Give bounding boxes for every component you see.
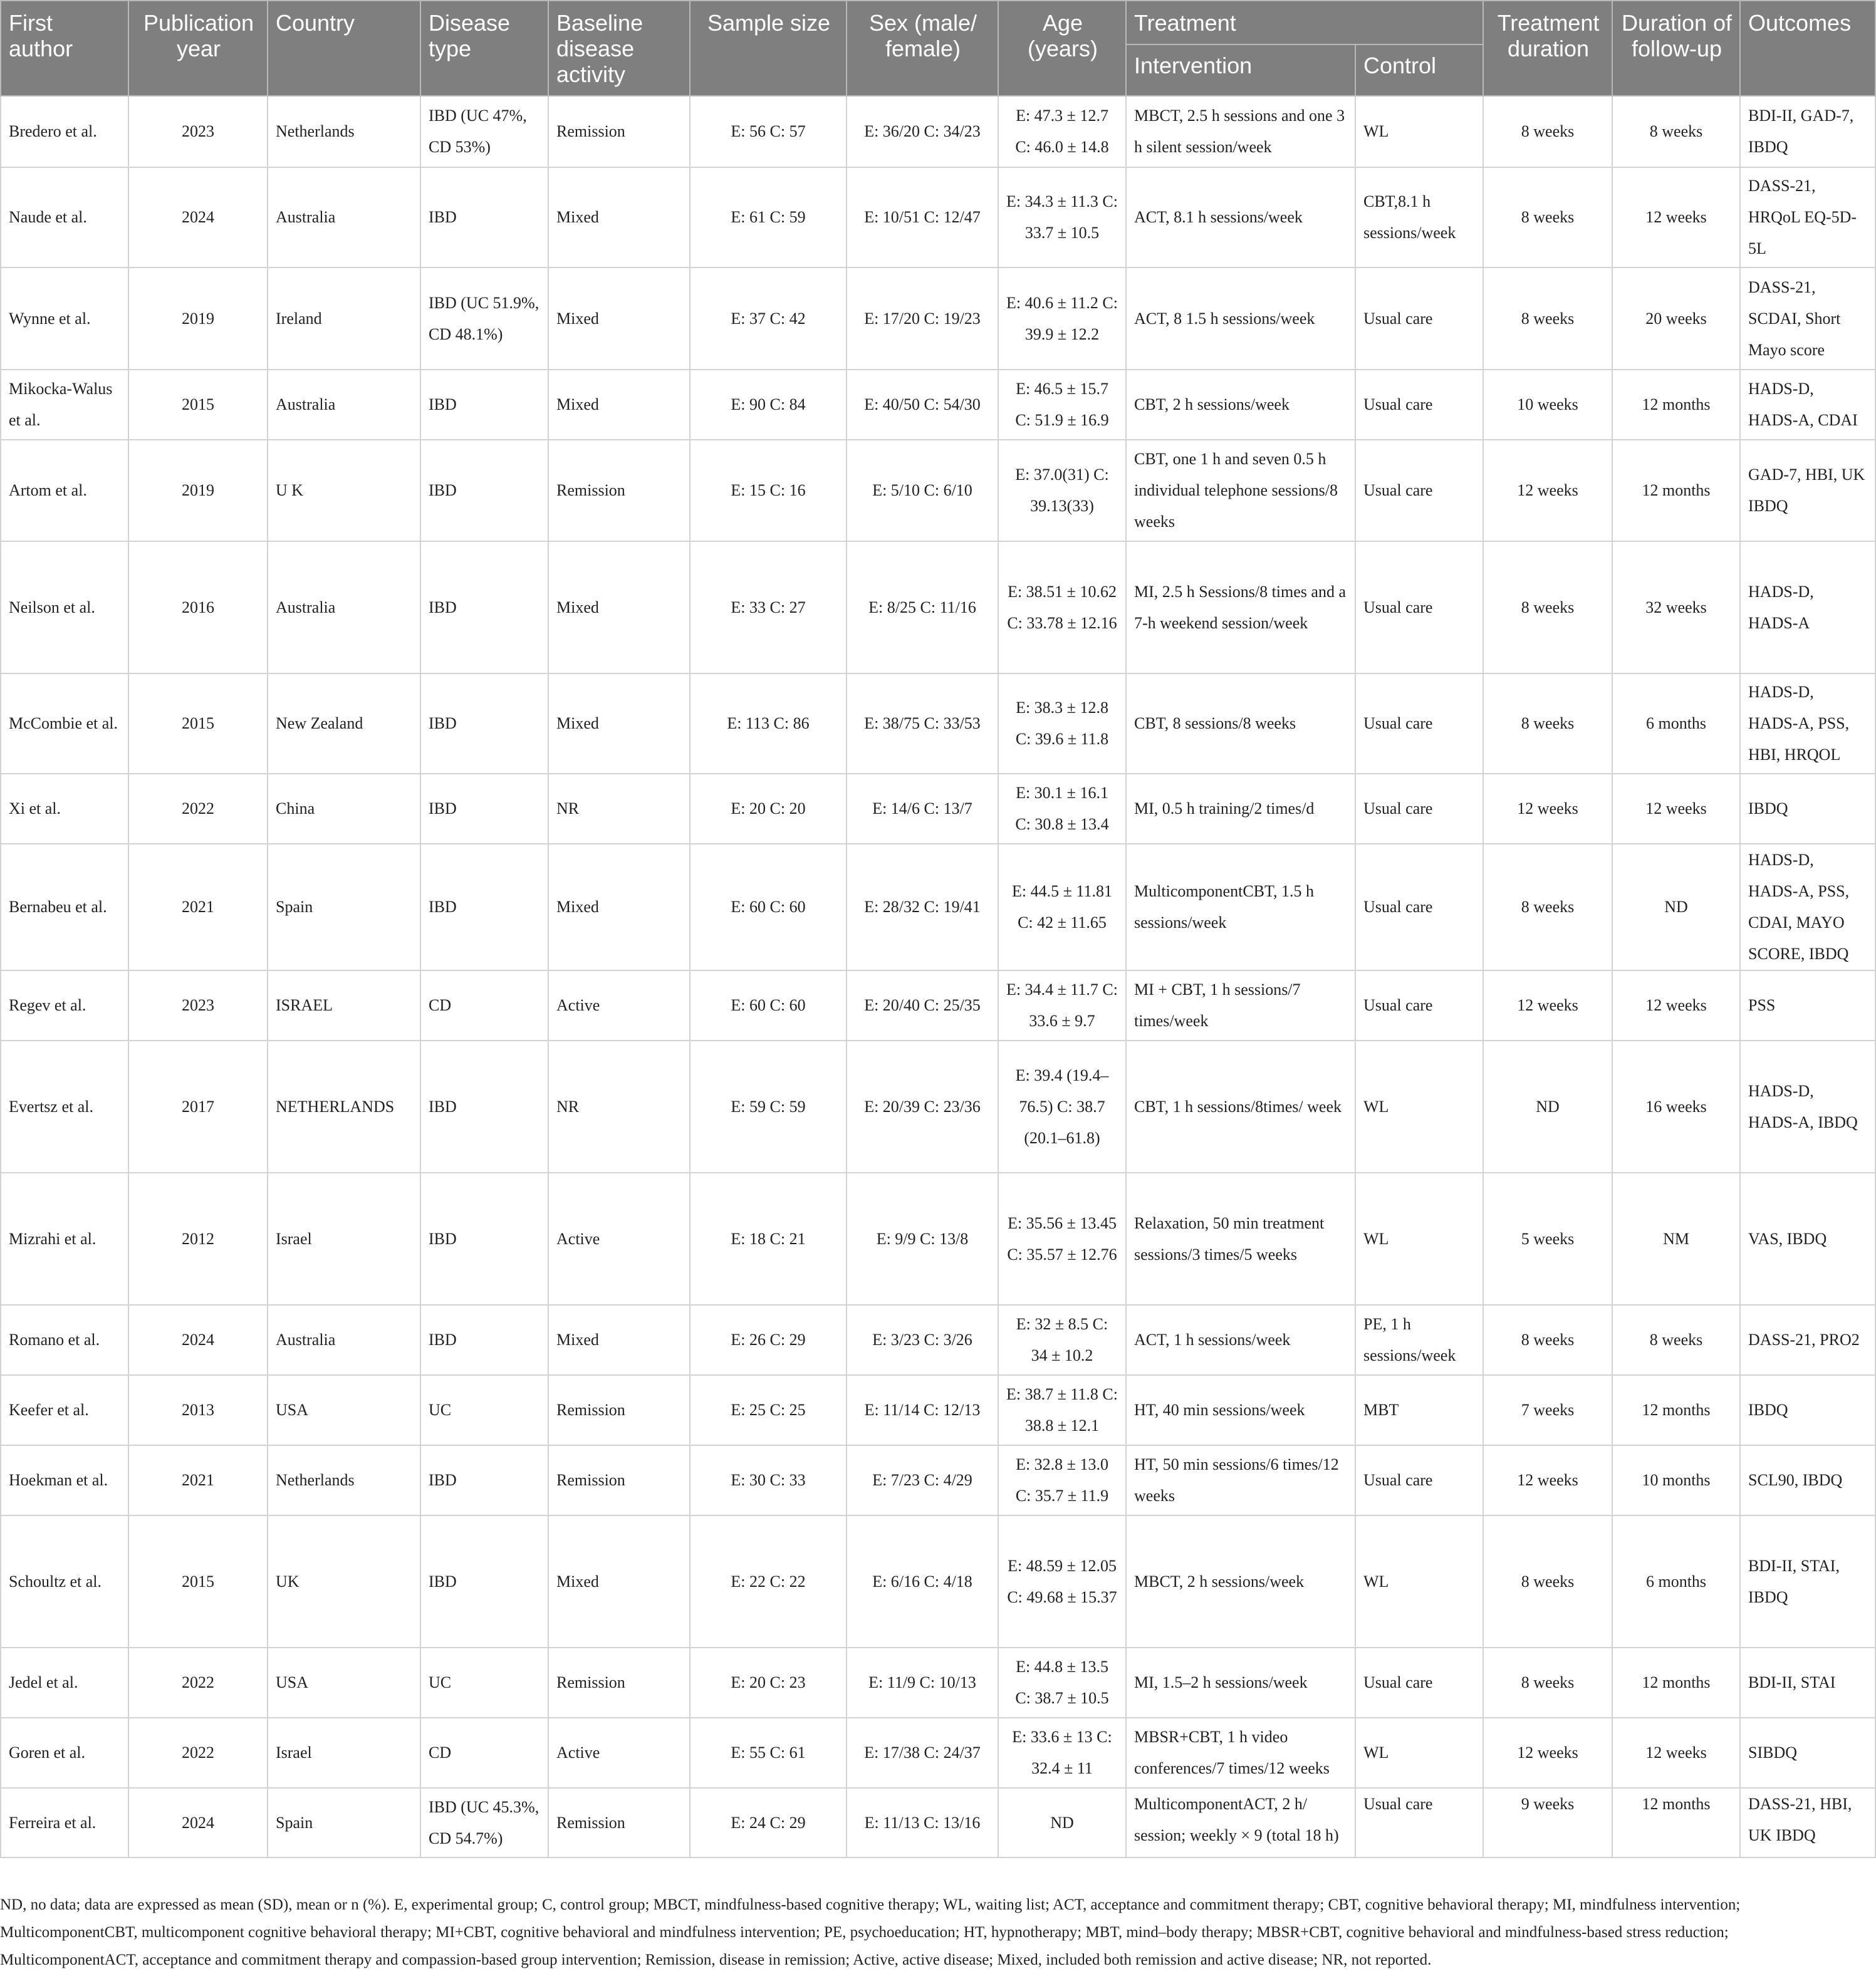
control-cell: Usual care [1355,1445,1483,1515]
year-cell: 2023 [128,96,268,167]
treatment-duration-cell: 8 weeks [1483,1515,1612,1648]
author-cell: Evertsz et al. [1,1041,128,1173]
control-cell: WL [1355,96,1483,167]
treatment-duration-cell: 7 weeks [1483,1375,1612,1445]
age-cell: ND [998,1788,1126,1857]
country-cell: Spain [268,1788,420,1857]
treatment-duration-cell: 10 weeks [1483,370,1612,440]
disease-type-cell: UC [420,1375,548,1445]
author-cell: Keefer et al. [1,1375,128,1445]
sample-size-cell: E: 18 C: 21 [690,1173,847,1305]
outcomes-cell: IBDQ [1740,774,1875,844]
country-cell: NETHERLANDS [268,1041,420,1173]
treatment-duration-cell: 8 weeks [1483,167,1612,268]
year-cell: 2024 [128,167,268,268]
sample-size-cell: E: 24 C: 29 [690,1788,847,1857]
control-cell: CBT,8.1 h sessions/week [1355,167,1483,268]
country-cell: Netherlands [268,1445,420,1515]
year-cell: 2024 [128,1305,268,1375]
baseline-activity-cell: Mixed [548,1305,690,1375]
outcomes-cell: DASS-21, HBI, UK IBDQ [1740,1788,1875,1857]
year-cell: 2021 [128,844,268,970]
disease-type-cell: IBD (UC 45.3%, CD 54.7%) [420,1788,548,1857]
sex-cell: E: 20/39 C: 23/36 [847,1041,998,1173]
year-cell: 2015 [128,1515,268,1648]
disease-type-cell: IBD [420,1305,548,1375]
age-cell: E: 33.6 ± 13 C: 32.4 ± 11 [998,1718,1126,1788]
author-cell: Jedel et al. [1,1648,128,1718]
follow-up-cell: 10 months [1612,1445,1740,1515]
baseline-activity-cell: Remission [548,96,690,167]
intervention-cell: MulticomponentACT, 2 h/ session; weekly × 9 (total 18 h) [1126,1788,1355,1857]
sample-size-cell: E: 26 C: 29 [690,1305,847,1375]
baseline-activity-cell: Active [548,970,690,1041]
sex-cell: E: 11/13 C: 13/16 [847,1788,998,1857]
follow-up-cell: NM [1612,1173,1740,1305]
outcomes-cell: BDI-II, STAI, IBDQ [1740,1515,1875,1648]
baseline-activity-cell: NR [548,774,690,844]
follow-up-cell: 12 months [1612,440,1740,541]
baseline-activity-cell: Mixed [548,167,690,268]
treatment-duration-cell: 8 weeks [1483,541,1612,673]
treatment-duration-cell: 8 weeks [1483,844,1612,970]
country-cell: Netherlands [268,96,420,167]
intervention-cell: Relaxation, 50 min treatment sessions/3 times/5 weeks [1126,1173,1355,1305]
disease-type-cell: CD [420,970,548,1041]
country-cell: Australia [268,370,420,440]
treatment-duration-cell: 8 weeks [1483,96,1612,167]
country-cell: Israel [268,1173,420,1305]
disease-type-cell: IBD [420,774,548,844]
country-cell: UK [268,1515,420,1648]
outcomes-cell: DASS-21, SCDAI, Short Mayo score [1740,268,1875,370]
treatment-duration-cell: 9 weeks [1483,1788,1612,1857]
age-cell: E: 46.5 ± 15.7 C: 51.9 ± 16.9 [998,370,1126,440]
sex-cell: E: 5/10 C: 6/10 [847,440,998,541]
author-cell: Mizrahi et al. [1,1173,128,1305]
disease-type-cell: UC [420,1648,548,1718]
table-row [1,268,1875,370]
sample-size-cell: E: 59 C: 59 [690,1041,847,1173]
baseline-activity-cell: Mixed [548,844,690,970]
year-cell: 2017 [128,1041,268,1173]
follow-up-cell: 16 weeks [1612,1041,1740,1173]
table-row [1,96,1875,167]
intervention-cell: ACT, 1 h sessions/week [1126,1305,1355,1375]
age-cell: E: 37.0(31) C: 39.13(33) [998,440,1126,541]
header-treatment: Treatment [1126,1,1483,44]
age-cell: E: 44.8 ± 13.5 C: 38.7 ± 10.5 [998,1648,1126,1718]
treatment-duration-cell: 8 weeks [1483,1305,1612,1375]
disease-type-cell: IBD (UC 47%, CD 53%) [420,96,548,167]
baseline-activity-cell: Remission [548,1648,690,1718]
follow-up-cell: 12 weeks [1612,970,1740,1041]
sex-cell: E: 38/75 C: 33/53 [847,673,998,774]
sex-cell: E: 7/23 C: 4/29 [847,1445,998,1515]
intervention-cell: CBT, 2 h sessions/week [1126,370,1355,440]
sex-cell: E: 17/38 C: 24/37 [847,1718,998,1788]
disease-type-cell: IBD [420,1041,548,1173]
disease-type-cell: IBD (UC 51.9%, CD 48.1%) [420,268,548,370]
sample-size-cell: E: 25 C: 25 [690,1375,847,1445]
author-cell: Goren et al. [1,1718,128,1788]
treatment-duration-cell: 8 weeks [1483,673,1612,774]
follow-up-cell: 12 months [1612,1648,1740,1718]
header-baseline-activity: Baseline disease activity [548,1,690,96]
intervention-cell: HT, 50 min sessions/6 times/12 weeks [1126,1445,1355,1515]
sample-size-cell: E: 30 C: 33 [690,1445,847,1515]
disease-type-cell: IBD [420,1173,548,1305]
header-control: Control [1355,44,1483,96]
age-cell: E: 38.3 ± 12.8 C: 39.6 ± 11.8 [998,673,1126,774]
disease-type-cell: IBD [420,1445,548,1515]
year-cell: 2023 [128,970,268,1041]
header-sex: Sex (male/ female) [847,1,998,96]
author-cell: McCombie et al. [1,673,128,774]
sample-size-cell: E: 61 C: 59 [690,167,847,268]
year-cell: 2013 [128,1375,268,1445]
author-cell: Hoekman et al. [1,1445,128,1515]
follow-up-cell: 12 months [1612,370,1740,440]
intervention-cell: CBT, 1 h sessions/8times/ week [1126,1041,1355,1173]
sex-cell: E: 11/9 C: 10/13 [847,1648,998,1718]
year-cell: 2019 [128,268,268,370]
table-header [1,1,1875,96]
intervention-cell: MBSR+CBT, 1 h video conferences/7 times/12 weeks [1126,1718,1355,1788]
control-cell: Usual care [1355,370,1483,440]
outcomes-cell: DASS-21, PRO2 [1740,1305,1875,1375]
outcomes-cell: PSS [1740,970,1875,1041]
age-cell: E: 38.7 ± 11.8 C: 38.8 ± 12.1 [998,1375,1126,1445]
follow-up-cell: 12 weeks [1612,1718,1740,1788]
table-row [1,774,1875,844]
treatment-duration-cell: 5 weeks [1483,1173,1612,1305]
follow-up-cell: 8 weeks [1612,96,1740,167]
year-cell: 2021 [128,1445,268,1515]
table-row [1,541,1875,673]
sample-size-cell: E: 37 C: 42 [690,268,847,370]
baseline-activity-cell: Active [548,1173,690,1305]
table-row [1,1718,1875,1788]
year-cell: 2016 [128,541,268,673]
baseline-activity-cell: Mixed [548,673,690,774]
sex-cell: E: 9/9 C: 13/8 [847,1173,998,1305]
sex-cell: E: 36/20 C: 34/23 [847,96,998,167]
sample-size-cell: E: 55 C: 61 [690,1718,847,1788]
author-cell: Artom et al. [1,440,128,541]
table-row [1,1445,1875,1515]
country-cell: Australia [268,1305,420,1375]
baseline-activity-cell: Mixed [548,268,690,370]
baseline-activity-cell: Mixed [548,1515,690,1648]
age-cell: E: 44.5 ± 11.81 C: 42 ± 11.65 [998,844,1126,970]
outcomes-cell: HADS-D, HADS-A, PSS, CDAI, MAYO SCORE, IBDQ [1740,844,1875,970]
follow-up-cell: 20 weeks [1612,268,1740,370]
disease-type-cell: IBD [420,440,548,541]
intervention-cell: MI, 1.5–2 h sessions/week [1126,1648,1355,1718]
outcomes-cell: IBDQ [1740,1375,1875,1445]
sex-cell: E: 28/32 C: 19/41 [847,844,998,970]
sample-size-cell: E: 60 C: 60 [690,970,847,1041]
control-cell: Usual care [1355,1788,1483,1857]
sample-size-cell: E: 60 C: 60 [690,844,847,970]
author-cell: Bernabeu et al. [1,844,128,970]
outcomes-cell: HADS-D, HADS-A, IBDQ [1740,1041,1875,1173]
author-cell: Bredero et al. [1,96,128,167]
baseline-activity-cell: Remission [548,1788,690,1857]
intervention-cell: HT, 40 min sessions/week [1126,1375,1355,1445]
author-cell: Neilson et al. [1,541,128,673]
control-cell: WL [1355,1173,1483,1305]
country-cell: Australia [268,541,420,673]
table-body [1,96,1875,1857]
sex-cell: E: 6/16 C: 4/18 [847,1515,998,1648]
country-cell: Israel [268,1718,420,1788]
sample-size-cell: E: 15 C: 16 [690,440,847,541]
baseline-activity-cell: Mixed [548,370,690,440]
follow-up-cell: 6 months [1612,1515,1740,1648]
table-row [1,970,1875,1041]
age-cell: E: 40.6 ± 11.2 C: 39.9 ± 12.2 [998,268,1126,370]
age-cell: E: 39.4 (19.4–76.5) C: 38.7 (20.1–61.8) [998,1041,1126,1173]
follow-up-cell: 12 weeks [1612,774,1740,844]
control-cell: Usual care [1355,844,1483,970]
follow-up-cell: ND [1612,844,1740,970]
country-cell: USA [268,1375,420,1445]
country-cell: ISRAEL [268,970,420,1041]
table-row [1,1305,1875,1375]
table-row [1,167,1875,268]
sample-size-cell: E: 90 C: 84 [690,370,847,440]
author-cell: Romano et al. [1,1305,128,1375]
treatment-duration-cell: 12 weeks [1483,774,1612,844]
control-cell: WL [1355,1718,1483,1788]
country-cell: Ireland [268,268,420,370]
age-cell: E: 38.51 ± 10.62 C: 33.78 ± 12.16 [998,541,1126,673]
baseline-activity-cell: Remission [548,1445,690,1515]
intervention-cell: MI + CBT, 1 h sessions/7 times/week [1126,970,1355,1041]
sex-cell: E: 17/20 C: 19/23 [847,268,998,370]
header-publication-year: Publication year [128,1,268,96]
control-cell: Usual care [1355,1648,1483,1718]
intervention-cell: MI, 0.5 h training/2 times/d [1126,774,1355,844]
control-cell: Usual care [1355,440,1483,541]
follow-up-cell: 32 weeks [1612,541,1740,673]
treatment-duration-cell: 8 weeks [1483,268,1612,370]
age-cell: E: 32.8 ± 13.0 C: 35.7 ± 11.9 [998,1445,1126,1515]
header-disease-type: Disease type [420,1,548,96]
outcomes-cell: SIBDQ [1740,1718,1875,1788]
country-cell: New Zealand [268,673,420,774]
intervention-cell: ACT, 8.1 h sessions/week [1126,167,1355,268]
sex-cell: E: 40/50 C: 54/30 [847,370,998,440]
table-row [1,370,1875,440]
outcomes-cell: VAS, IBDQ [1740,1173,1875,1305]
age-cell: E: 35.56 ± 13.45 C: 35.57 ± 12.76 [998,1173,1126,1305]
sex-cell: E: 10/51 C: 12/47 [847,167,998,268]
control-cell: WL [1355,1041,1483,1173]
header-outcomes: Outcomes [1740,1,1875,96]
table-row [1,1173,1875,1305]
baseline-activity-cell: Remission [548,1375,690,1445]
table-row [1,440,1875,541]
author-cell: Naude et al. [1,167,128,268]
country-cell: Australia [268,167,420,268]
table-row [1,1375,1875,1445]
treatment-duration-cell: 8 weeks [1483,1648,1612,1718]
header-follow-up: Duration of follow-up [1612,1,1740,96]
outcomes-cell: HADS-D, HADS-A, PSS, HBI, HRQOL [1740,673,1875,774]
table-row [1,1788,1875,1857]
outcomes-cell: GAD-7, HBI, UK IBDQ [1740,440,1875,541]
age-cell: E: 30.1 ± 16.1 C: 30.8 ± 13.4 [998,774,1126,844]
age-cell: E: 47.3 ± 12.7 C: 46.0 ± 14.8 [998,96,1126,167]
baseline-activity-cell: Remission [548,440,690,541]
author-cell: Wynne et al. [1,268,128,370]
age-cell: E: 32 ± 8.5 C: 34 ± 10.2 [998,1305,1126,1375]
baseline-activity-cell: Mixed [548,541,690,673]
header-age: Age (years) [998,1,1126,96]
header-first-author: First author [1,1,128,96]
control-cell: Usual care [1355,774,1483,844]
baseline-activity-cell: Active [548,1718,690,1788]
author-cell: Schoultz et al. [1,1515,128,1648]
intervention-cell: ACT, 8 1.5 h sessions/week [1126,268,1355,370]
header-treatment-duration: Treatment duration [1483,1,1612,96]
country-cell: U K [268,440,420,541]
author-cell: Ferreira et al. [1,1788,128,1857]
control-cell: Usual care [1355,970,1483,1041]
sample-size-cell: E: 20 C: 23 [690,1648,847,1718]
outcomes-cell: SCL90, IBDQ [1740,1445,1875,1515]
treatment-duration-cell: 12 weeks [1483,970,1612,1041]
follow-up-cell: 12 months [1612,1788,1740,1857]
author-cell: Regev et al. [1,970,128,1041]
treatment-duration-cell: 12 weeks [1483,1445,1612,1515]
disease-type-cell: IBD [420,1515,548,1648]
sample-size-cell: E: 33 C: 27 [690,541,847,673]
treatment-duration-cell: 12 weeks [1483,440,1612,541]
year-cell: 2019 [128,440,268,541]
table-row [1,673,1875,774]
disease-type-cell: IBD [420,167,548,268]
outcomes-cell: BDI-II, GAD-7, IBDQ [1740,96,1875,167]
table-row [1,1515,1875,1648]
disease-type-cell: IBD [420,844,548,970]
sex-cell: E: 8/25 C: 11/16 [847,541,998,673]
age-cell: E: 48.59 ± 12.05 C: 49.68 ± 15.37 [998,1515,1126,1648]
disease-type-cell: IBD [420,541,548,673]
control-cell: MBT [1355,1375,1483,1445]
table-row [1,844,1875,970]
country-cell: Spain [268,844,420,970]
sample-size-cell: E: 20 C: 20 [690,774,847,844]
sample-size-cell: E: 22 C: 22 [690,1515,847,1648]
year-cell: 2022 [128,774,268,844]
disease-type-cell: IBD [420,673,548,774]
header-intervention: Intervention [1126,44,1355,96]
age-cell: E: 34.4 ± 11.7 C: 33.6 ± 9.7 [998,970,1126,1041]
control-cell: WL [1355,1515,1483,1648]
follow-up-cell: 12 months [1612,1375,1740,1445]
header-country: Country [268,1,420,96]
control-cell: Usual care [1355,673,1483,774]
intervention-cell: CBT, 8 sessions/8 weeks [1126,673,1355,774]
year-cell: 2015 [128,370,268,440]
sample-size-cell: E: 113 C: 86 [690,673,847,774]
intervention-cell: MBCT, 2.5 h sessions and one 3 h silent session/week [1126,96,1355,167]
sex-cell: E: 20/40 C: 25/35 [847,970,998,1041]
control-cell: Usual care [1355,541,1483,673]
year-cell: 2024 [128,1788,268,1857]
country-cell: China [268,774,420,844]
baseline-activity-cell: NR [548,1041,690,1173]
sex-cell: E: 11/14 C: 12/13 [847,1375,998,1445]
outcomes-cell: DASS-21, HRQoL EQ-5D-5L [1740,167,1875,268]
author-cell: Xi et al. [1,774,128,844]
treatment-duration-cell: 12 weeks [1483,1718,1612,1788]
outcomes-cell: BDI-II, STAI [1740,1648,1875,1718]
author-cell: Mikocka-Walus et al. [1,370,128,440]
follow-up-cell: 12 weeks [1612,167,1740,268]
country-cell: USA [268,1648,420,1718]
intervention-cell: CBT, one 1 h and seven 0.5 h individual telephone sessions/8 weeks [1126,440,1355,541]
disease-type-cell: CD [420,1718,548,1788]
intervention-cell: MulticomponentCBT, 1.5 h sessions/week [1126,844,1355,970]
sample-size-cell: E: 56 C: 57 [690,96,847,167]
control-cell: Usual care [1355,268,1483,370]
treatment-duration-cell: ND [1483,1041,1612,1173]
outcomes-cell: HADS-D, HADS-A [1740,541,1875,673]
year-cell: 2022 [128,1648,268,1718]
sex-cell: E: 3/23 C: 3/26 [847,1305,998,1375]
year-cell: 2022 [128,1718,268,1788]
disease-type-cell: IBD [420,370,548,440]
table-row [1,1041,1875,1173]
table-footnote: ND, no data; data are expressed as mean (SD), mean or n (%). E, experimental group; C, control group; MBCT, mindfulness-based cognitive therapy; WL, waiting list; ACT, acceptance and commitment therapy; CBT, cognitive behavioral therapy; MI, mindfulness intervention; MulticomponentCBT, multicomponent cognitive behavioral therapy; MI+CBT, cognitive behavioral and mindfulness intervention; PE, psychoeducation; HT, hypnotherapy; MBT, mind–body therapy; MBSR+CBT, cognitive behavioral and mindfulness-based stress reduction; MulticomponentACT, acceptance and commitment therapy and compassion-based group intervention; Remission, disease in remission; Active, active disease; Mixed, included both remission and active disease; NR, not reported. [0,1896,1741,1968]
intervention-cell: MBCT, 2 h sessions/week [1126,1515,1355,1648]
age-cell: E: 34.3 ± 11.3 C: 33.7 ± 10.5 [998,167,1126,268]
year-cell: 2012 [128,1173,268,1305]
table-row [1,1648,1875,1718]
year-cell: 2015 [128,673,268,774]
intervention-cell: MI, 2.5 h Sessions/8 times and a 7-h weekend session/week [1126,541,1355,673]
follow-up-cell: 6 months [1612,673,1740,774]
sex-cell: E: 14/6 C: 13/7 [847,774,998,844]
control-cell: PE, 1 h sessions/week [1355,1305,1483,1375]
header-sample-size: Sample size [690,1,847,96]
follow-up-cell: 8 weeks [1612,1305,1740,1375]
outcomes-cell: HADS-D, HADS-A, CDAI [1740,370,1875,440]
